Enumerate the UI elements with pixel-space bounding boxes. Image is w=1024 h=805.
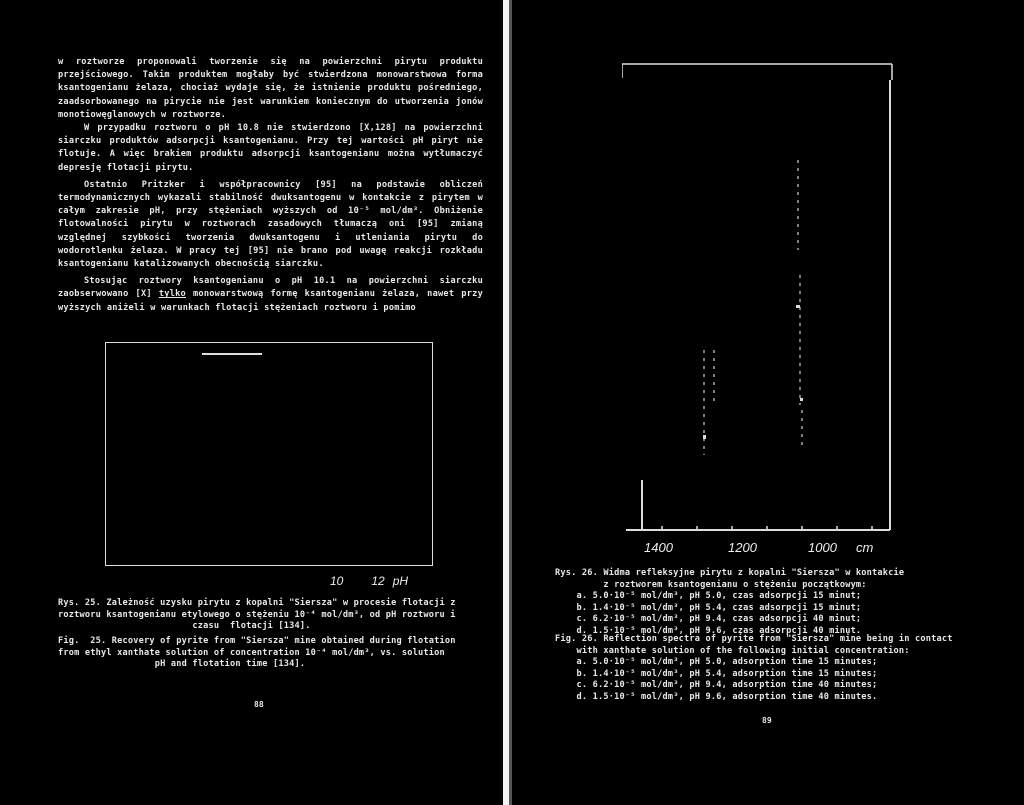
paragraph-1	[58, 56, 483, 122]
figure-26-tick-1400: 1400	[644, 540, 673, 555]
figure-26-spectra	[622, 60, 894, 540]
paragraph-4	[58, 275, 483, 315]
paragraph-4-text-a: Stosując roztwory ksantogenianu o pH 10.1 na powierzchni siarczku zaobserwowano [X]	[58, 276, 483, 300]
figure-25-caption-english: Fig. 25. Recovery of pyrite from "Siersza" mine obtained during flotation from ethyl xanthate solution of concentration 10⁻⁴ mol/dm³, vs. solution pH and flotation time [134].	[58, 636, 456, 670]
figure-25-axis-unit: pH	[392, 574, 409, 588]
figure-26-tick-1000: 1000	[808, 540, 837, 555]
figure-26-spectral-lines	[704, 160, 802, 455]
paragraph-4-underlined-word: tylko	[158, 289, 186, 300]
left-page	[0, 0, 505, 805]
figure-26-caption-english: Fig. 26. Reflection spectra of pyrite from "Siersza" mine being in contact with xanthate solution of the following initial concentration: a. 5.0·10⁻⁵ mol/dm³, pH 5.0, adsorption time 15 minutes; b. 1.4·10⁻⁵ mol/dm³, pH 5.4, adsorption time 15 minutes; c. 6.2·10⁻⁵ mol/dm³, pH 9.4, adsorption time 40 minutes; d. 1.5·10⁻⁵ mol/dm³, pH 9.6, adsorption time 40 minutes.	[555, 634, 953, 702]
paragraph-2	[58, 122, 483, 175]
paragraph-1-text: w roztworze proponowali tworzenie się na powierzchni pirytu produktu przejściowego. Takim produktem mogłaby być stwierdzona monowarstwowa forma ksantogenianu żelaza, chociaż wydaje się, że istnienie produktu pośredniego, zaadsorbowanego na pirycie nie jest warunkiem koniecznym do utworzenia jonów monotiowęglanowych w roztworze.	[58, 57, 483, 120]
figure-26-tick-1200: 1200	[728, 540, 757, 555]
figure-25-line	[202, 353, 262, 355]
figure-25-caption-polish: Rys. 25. Zależność uzysku pirytu z kopalni "Siersza" w procesie flotacji z roztworu ksantogenianu etylowego o stężeniu 10⁻⁴ mol/dm³, od pH roztworu i czasu flotacji [134].	[58, 598, 456, 632]
paragraph-3-text: Ostatnio Pritzker i współpracownicy [95] na podstawie obliczeń termodynamicznych wykazali stabilność dwuksantogenu w kontakcie z pirytem w całym zakresie pH, przy stężeniach wyższych od 10⁻⁵ mol/dm³. Obniżenie flotowalności pirytu w roztworach zasadowych tłumaczą oni [95] zmianą względnej szybkości tworzenia dwuksantogenu i utleniania pirytu do wodorotlenku żelaza. W pracy tej [95] nie brano pod uwagę reakcji rozkładu ksantogenianu katalizowanych obecnością siarczku.	[58, 179, 483, 270]
figure-26-markers	[703, 305, 803, 439]
paragraph-4-text-b: monowarstwową formę ksantogenianu żelaza, nawet przy wyższych aniżeli w warunkach flotacji stężeniach roztworu i pomimo	[58, 289, 483, 313]
page-number-right: 89	[762, 716, 772, 725]
left-body-text	[58, 56, 483, 315]
figure-25-axis-labels	[330, 574, 408, 588]
figure-26-caption-polish: Rys. 26. Widma refleksyjne pirytu z kopalni "Siersza" w kontakcie z roztworem ksantogenianu o stężeniu początkowym: a. 5.0·10⁻⁵ mol/dm³, pH 5.0, czas adsorpcji 15 minut; b. 1.4·10⁻⁵ mol/dm³, pH 5.4, czas adsorpcji 15 minut; c. 6.2·10⁻⁵ mol/dm³, pH 9.4, czas adsorpcji 40 minut; d. 1.5·10⁻⁵ mol/dm³, pH 9.6, czas adsorpcji 40 minut.	[555, 568, 905, 636]
figure-25-tick-12: 12	[371, 574, 385, 588]
figure-26-axis-unit: cm	[856, 540, 874, 555]
figure-25-frame	[105, 342, 433, 566]
page-number-left: 88	[254, 700, 264, 709]
paragraph-3	[58, 179, 483, 271]
paragraph-2-text: W przypadku roztworu o pH 10.8 nie stwierdzono [X,128] na powierzchni siarczku produktów adsorpcji ksantogenianu. Przy tej wartości pH piryt nie flotuje. A więc brakiem produktu adsorpcji ksantogenianu można wytłumaczyć depresję flotacji pirytu.	[58, 123, 483, 173]
figure-26-svg	[622, 60, 894, 540]
figure-25-tick-10: 10	[330, 574, 344, 588]
